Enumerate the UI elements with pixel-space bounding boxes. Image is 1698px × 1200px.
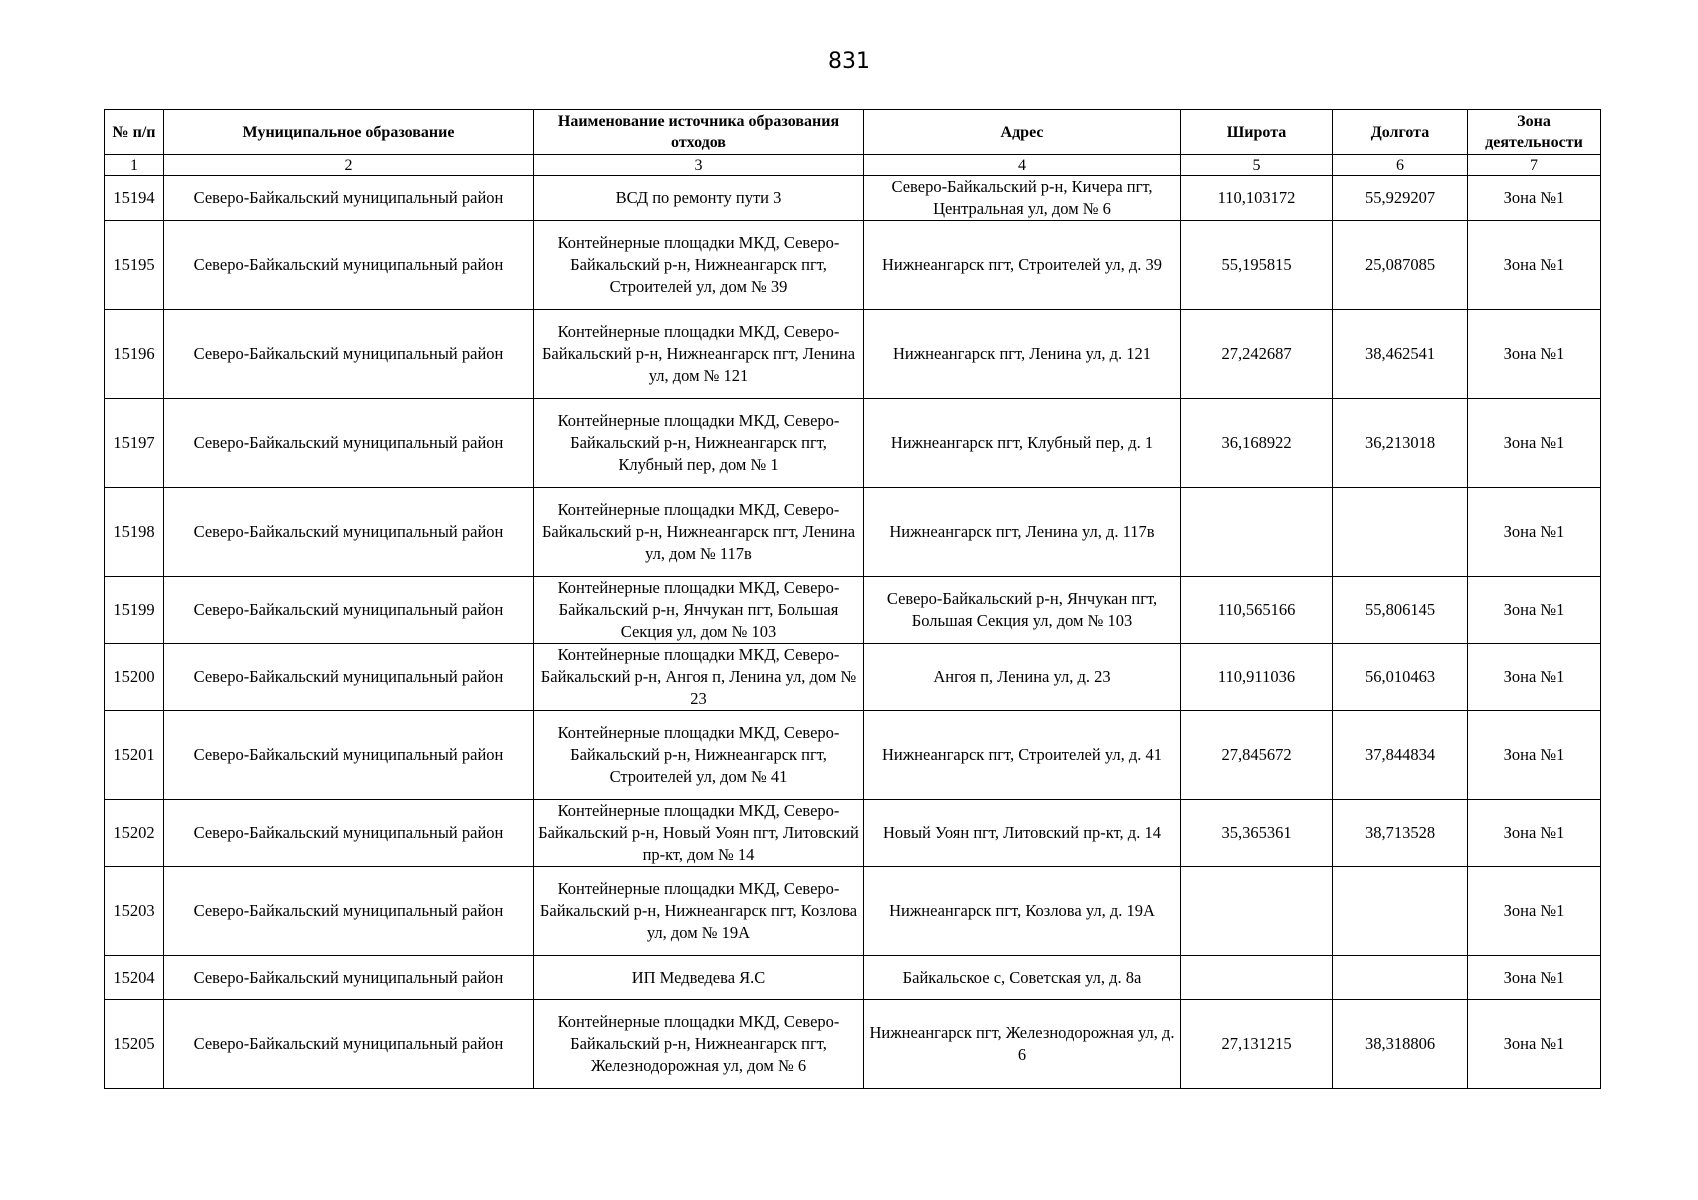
municipality-cell: Северо-Байкальский муниципальный район	[164, 399, 534, 488]
column-number: 3	[534, 155, 864, 176]
municipality-cell: Северо-Байкальский муниципальный район	[164, 577, 534, 644]
waste-source-cell: Контейнерные площадки МКД, Северо-Байкальский р-н, Новый Уоян пгт, Литовский пр-кт, дом № 14	[534, 800, 864, 867]
zone-cell: Зона №1	[1468, 399, 1601, 488]
waste-source-cell: ИП Медведева Я.С	[534, 956, 864, 1000]
zone-cell: Зона №1	[1468, 488, 1601, 577]
latitude-cell: 27,131215	[1181, 1000, 1333, 1089]
address-cell: Нижнеангарск пгт, Железнодорожная ул, д. 6	[864, 1000, 1181, 1089]
row-number-cell: 15196	[105, 310, 164, 399]
address-cell: Ангоя п, Ленина ул, д. 23	[864, 644, 1181, 711]
waste-source-cell: Контейнерные площадки МКД, Северо-Байкальский р-н, Нижнеангарск пгт, Козлова ул, дом № 19А	[534, 867, 864, 956]
longitude-cell: 37,844834	[1333, 711, 1468, 800]
address-cell: Нижнеангарск пгт, Клубный пер, д. 1	[864, 399, 1181, 488]
waste-source-cell: Контейнерные площадки МКД, Северо-Байкальский р-н, Янчукан пгт, Большая Секция ул, дом № 103	[534, 577, 864, 644]
zone-cell: Зона №1	[1468, 221, 1601, 310]
page-number: 831	[828, 49, 870, 74]
row-number-cell: 15202	[105, 800, 164, 867]
municipality-cell: Северо-Байкальский муниципальный район	[164, 1000, 534, 1089]
waste-source-cell: Контейнерные площадки МКД, Северо-Байкальский р-н, Нижнеангарск пгт, Ленина ул, дом № 117в	[534, 488, 864, 577]
table-row	[105, 1000, 1601, 1089]
row-number-cell: 15200	[105, 644, 164, 711]
latitude-cell	[1181, 956, 1333, 1000]
zone-cell: Зона №1	[1468, 800, 1601, 867]
column-number: 4	[864, 155, 1181, 176]
waste-source-cell: ВСД по ремонту пути 3	[534, 176, 864, 221]
header-municipality: Муниципальное образование	[164, 110, 534, 155]
column-number: 7	[1468, 155, 1601, 176]
table-row	[105, 956, 1601, 1000]
column-number: 5	[1181, 155, 1333, 176]
waste-source-cell: Контейнерные площадки МКД, Северо-Байкальский р-н, Нижнеангарск пгт, Строителей ул, дом № 41	[534, 711, 864, 800]
row-number-cell: 15197	[105, 399, 164, 488]
table-row	[105, 644, 1601, 711]
address-cell: Нижнеангарск пгт, Ленина ул, д. 121	[864, 310, 1181, 399]
header-address: Адрес	[864, 110, 1181, 155]
address-cell: Новый Уоян пгт, Литовский пр-кт, д. 14	[864, 800, 1181, 867]
waste-source-cell: Контейнерные площадки МКД, Северо-Байкальский р-н, Ангоя п, Ленина ул, дом № 23	[534, 644, 864, 711]
zone-cell: Зона №1	[1468, 310, 1601, 399]
zone-cell: Зона №1	[1468, 711, 1601, 800]
table-row	[105, 488, 1601, 577]
zone-cell: Зона №1	[1468, 956, 1601, 1000]
table-row	[105, 399, 1601, 488]
longitude-cell	[1333, 956, 1468, 1000]
latitude-cell: 110,103172	[1181, 176, 1333, 221]
waste-source-cell: Контейнерные площадки МКД, Северо-Байкальский р-н, Нижнеангарск пгт, Ленина ул, дом № 121	[534, 310, 864, 399]
longitude-cell: 36,213018	[1333, 399, 1468, 488]
municipality-cell: Северо-Байкальский муниципальный район	[164, 867, 534, 956]
longitude-cell: 56,010463	[1333, 644, 1468, 711]
address-cell: Нижнеангарск пгт, Строителей ул, д. 39	[864, 221, 1181, 310]
latitude-cell: 110,565166	[1181, 577, 1333, 644]
table-row	[105, 800, 1601, 867]
waste-source-cell: Контейнерные площадки МКД, Северо-Байкальский р-н, Нижнеангарск пгт, Строителей ул, дом № 39	[534, 221, 864, 310]
longitude-cell	[1333, 867, 1468, 956]
waste-source-cell: Контейнерные площадки МКД, Северо-Байкальский р-н, Нижнеангарск пгт, Клубный пер, дом № 1	[534, 399, 864, 488]
waste-source-cell: Контейнерные площадки МКД, Северо-Байкальский р-н, Нижнеангарск пгт, Железнодорожная ул, дом № 6	[534, 1000, 864, 1089]
address-cell: Нижнеангарск пгт, Ленина ул, д. 117в	[864, 488, 1181, 577]
column-number: 2	[164, 155, 534, 176]
municipality-cell: Северо-Байкальский муниципальный район	[164, 488, 534, 577]
latitude-cell: 110,911036	[1181, 644, 1333, 711]
zone-cell: Зона №1	[1468, 176, 1601, 221]
row-number-cell: 15194	[105, 176, 164, 221]
row-number-cell: 15195	[105, 221, 164, 310]
table-row	[105, 310, 1601, 399]
table-header-row	[105, 110, 1601, 155]
latitude-cell	[1181, 488, 1333, 577]
header-latitude: Широта	[1181, 110, 1333, 155]
table-row	[105, 221, 1601, 310]
municipality-cell: Северо-Байкальский муниципальный район	[164, 956, 534, 1000]
row-number-cell: 15203	[105, 867, 164, 956]
column-numbers-row	[105, 155, 1601, 176]
column-number: 6	[1333, 155, 1468, 176]
column-number: 1	[105, 155, 164, 176]
row-number-cell: 15205	[105, 1000, 164, 1089]
row-number-cell: 15201	[105, 711, 164, 800]
latitude-cell: 55,195815	[1181, 221, 1333, 310]
zone-cell: Зона №1	[1468, 644, 1601, 711]
address-cell: Байкальское с, Советская ул, д. 8а	[864, 956, 1181, 1000]
latitude-cell: 36,168922	[1181, 399, 1333, 488]
zone-cell: Зона №1	[1468, 577, 1601, 644]
address-cell: Нижнеангарск пгт, Строителей ул, д. 41	[864, 711, 1181, 800]
longitude-cell: 25,087085	[1333, 221, 1468, 310]
longitude-cell	[1333, 488, 1468, 577]
municipality-cell: Северо-Байкальский муниципальный район	[164, 644, 534, 711]
row-number-cell: 15204	[105, 956, 164, 1000]
latitude-cell	[1181, 867, 1333, 956]
municipality-cell: Северо-Байкальский муниципальный район	[164, 310, 534, 399]
longitude-cell: 38,318806	[1333, 1000, 1468, 1089]
municipality-cell: Северо-Байкальский муниципальный район	[164, 176, 534, 221]
municipality-cell: Северо-Байкальский муниципальный район	[164, 711, 534, 800]
header-waste-source: Наименование источника образования отходов	[534, 110, 864, 155]
municipality-cell: Северо-Байкальский муниципальный район	[164, 221, 534, 310]
longitude-cell: 38,462541	[1333, 310, 1468, 399]
header-zone: Зона деятельности	[1468, 110, 1601, 155]
header-row-number: № п/п	[105, 110, 164, 155]
table-row	[105, 867, 1601, 956]
longitude-cell: 38,713528	[1333, 800, 1468, 867]
zone-cell: Зона №1	[1468, 1000, 1601, 1089]
header-longitude: Долгота	[1333, 110, 1468, 155]
zone-cell: Зона №1	[1468, 867, 1601, 956]
longitude-cell: 55,929207	[1333, 176, 1468, 221]
table-row	[105, 176, 1601, 221]
address-cell: Нижнеангарск пгт, Козлова ул, д. 19А	[864, 867, 1181, 956]
latitude-cell: 27,845672	[1181, 711, 1333, 800]
row-number-cell: 15199	[105, 577, 164, 644]
latitude-cell: 35,365361	[1181, 800, 1333, 867]
row-number-cell: 15198	[105, 488, 164, 577]
longitude-cell: 55,806145	[1333, 577, 1468, 644]
table-row	[105, 711, 1601, 800]
municipality-cell: Северо-Байкальский муниципальный район	[164, 800, 534, 867]
latitude-cell: 27,242687	[1181, 310, 1333, 399]
address-cell: Северо-Байкальский р-н, Янчукан пгт, Большая Секция ул, дом № 103	[864, 577, 1181, 644]
waste-sources-table	[104, 109, 1601, 1089]
address-cell: Северо-Байкальский р-н, Кичера пгт, Центральная ул, дом № 6	[864, 176, 1181, 221]
table-row	[105, 577, 1601, 644]
